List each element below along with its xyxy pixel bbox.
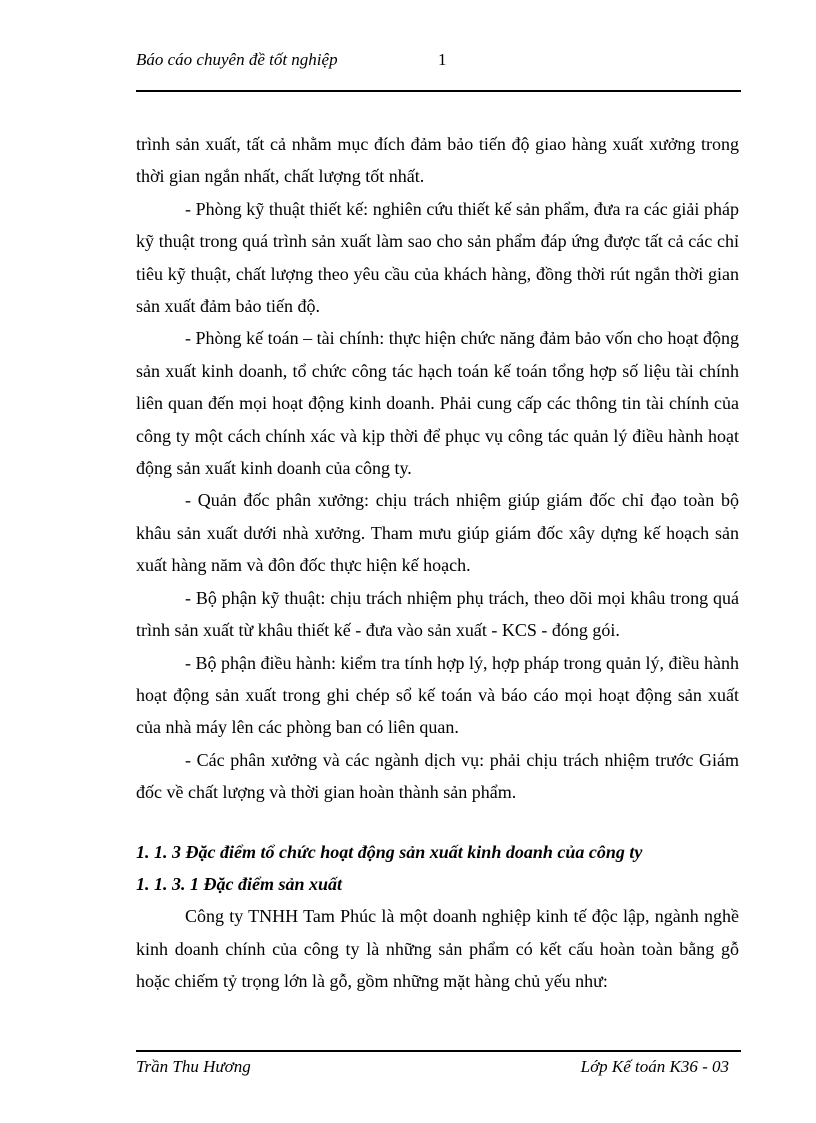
footer-author: Trần Thu Hương bbox=[136, 1057, 251, 1076]
footer-class: Lớp Kế toán K36 - 03 bbox=[580, 1057, 729, 1076]
page-footer bbox=[136, 1050, 741, 1086]
paragraph: - Phòng kỹ thuật thiết kế: nghiên cứu thiết kế sản phẩm, đưa ra các giải pháp kỹ thuật trong quá trình sản xuất làm sao cho sản phẩm đáp ứng được tất cả các chỉ tiêu kỹ thuật, chất lượng theo yêu cầu của khách hàng, đồng thời rút ngắn thời gian sản xuất đảm bảo tiến độ. bbox=[136, 198, 739, 317]
paragraph: - Bộ phận kỹ thuật: chịu trách nhiệm phụ trách, theo dõi mọi khâu trong quá trình sản xuất từ khâu thiết kế - đưa vào sản xuất - KCS - đóng gói. bbox=[136, 587, 739, 641]
paragraph: - Bộ phận điều hành: kiểm tra tính hợp lý, hợp pháp trong quản lý, điều hành hoạt động sản xuất trong ghi chép sổ kế toán và báo cáo mọi hoạt động sản xuất của nhà máy lên các phòng ban có liên quan. bbox=[136, 652, 739, 738]
document-body bbox=[136, 128, 739, 998]
subsection-heading: 1. 1. 3. 1 Đặc điểm sản xuất bbox=[136, 873, 343, 894]
section-heading: 1. 1. 3 Đặc điểm tổ chức hoạt động sản xuất kinh doanh của công ty bbox=[136, 841, 643, 862]
paragraph: - Các phân xưởng và các ngành dịch vụ: phải chịu trách nhiệm trước Giám đốc về chất lượng và thời gian hoàn thành sản phẩm. bbox=[136, 749, 739, 803]
paragraph: Công ty TNHH Tam Phúc là một doanh nghiệp kinh tế độc lập, ngành nghề kinh doanh chính của công ty là những sản phẩm có kết cấu hoàn toàn bằng gỗ hoặc chiếm tỷ trọng lớn là gỗ, gồm những mặt hàng chủ yếu như: bbox=[136, 906, 739, 992]
page-header bbox=[136, 44, 741, 92]
spacer bbox=[136, 809, 739, 836]
header-page-number: 1 bbox=[438, 50, 447, 69]
paragraph: - Quản đốc phân xưởng: chịu trách nhiệm giúp giám đốc chỉ đạo toàn bộ khâu sản xuất dưới nhà xưởng. Tham mưu giúp giám đốc xây dựng kế hoạch sản xuất hàng năm và đôn đốc thực hiện kế hoạch. bbox=[136, 490, 739, 576]
paragraph: - Phòng kế toán – tài chính: thực hiện chức năng đảm bảo vốn cho hoạt động sản xuất kinh doanh, tổ chức công tác hạch toán kế toán tổng hợp số liệu tài chính liên quan đến mọi hoạt động kinh doanh. Phải cung cấp các thông tin tài chính của công ty một cách chính xác và kịp thời để phục vụ công tác quản lý điều hành hoạt động sản xuất kinh doanh của công ty. bbox=[136, 328, 739, 479]
header-title: Báo cáo chuyên đề tốt nghiệp bbox=[136, 50, 338, 69]
paragraph: trình sản xuất, tất cả nhằm mục đích đảm bảo tiến độ giao hàng xuất xưởng trong thời gian ngắn nhất, chất lượng tốt nhất. bbox=[136, 134, 739, 187]
